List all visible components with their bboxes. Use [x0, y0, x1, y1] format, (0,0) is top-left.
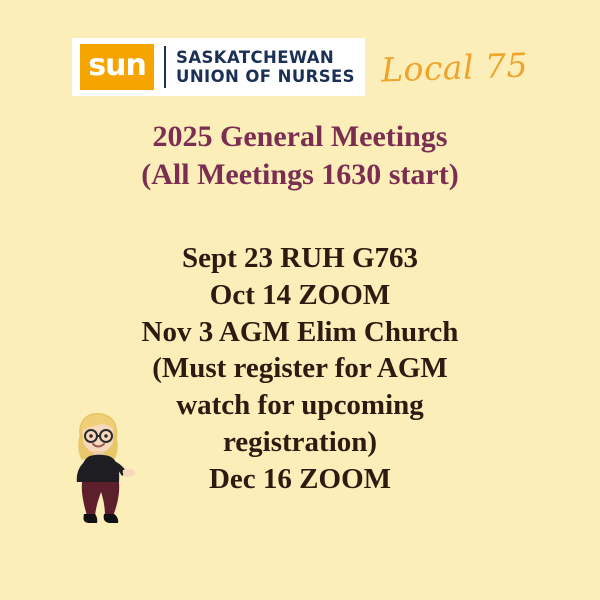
meeting-line: Dec 16 ZOOM — [208, 462, 391, 495]
meeting-line: Sept 23 RUH G763 — [181, 242, 419, 274]
poster-header — [0, 38, 600, 96]
sun-logo-line-1: SASKATCHEWAN — [176, 47, 335, 67]
sun-logo-mark — [80, 44, 154, 90]
sun-logo-line-2: UNION OF NURSES — [176, 67, 355, 86]
title-line-2: (All Meetings 1630 start) — [141, 157, 459, 191]
poster-title — [0, 118, 600, 193]
meeting-line: watch for upcoming — [176, 389, 424, 422]
title-line-1: 2025 General Meetings — [152, 120, 448, 153]
sun-logo — [72, 38, 365, 96]
meeting-line: (Must register for AGM — [152, 352, 448, 385]
meeting-line: Oct 14 ZOOM — [209, 278, 391, 311]
meeting-line: Nov 3 AGM Elim Church — [141, 315, 459, 348]
meeting-line: registration) — [222, 426, 378, 459]
logo-divider — [164, 46, 166, 88]
local-number-label: Local 75 — [380, 44, 529, 90]
sun-logo-mark-text: sun — [88, 47, 146, 83]
sun-logo-wordmark — [176, 44, 355, 90]
bitmoji-character-illustration — [66, 410, 140, 528]
